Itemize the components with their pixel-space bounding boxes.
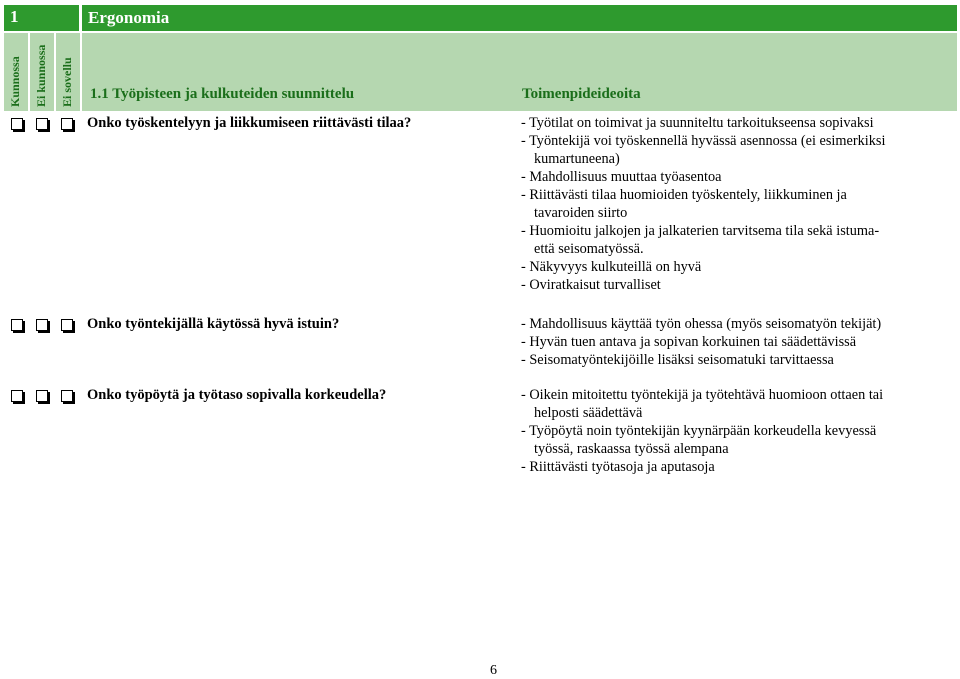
- question-text: Onko työpöytä ja työtaso sopivalla korkeudella?: [87, 387, 387, 403]
- header-col-na: [56, 33, 80, 111]
- measure-line: - Mahdollisuus muuttaa työasentoa: [521, 169, 722, 185]
- header-main: [82, 33, 957, 111]
- col-not-ok-label: Ei kunnossa: [34, 44, 48, 107]
- measure-line: - Työpöytä noin työntekijän kyynärpään korkeudella kevyessä: [521, 423, 877, 439]
- table-header: [4, 33, 957, 111]
- chapter-title-cell: [82, 5, 957, 31]
- measure-line: helposti säädettävä: [534, 405, 643, 421]
- measure-line: työssä, raskaassa työssä alempana: [534, 441, 729, 457]
- chapter-title: Ergonomia: [88, 8, 170, 27]
- measure-line: - Näkyvyys kulkuteillä on hyvä: [521, 259, 702, 275]
- chapter-title-bar: [4, 5, 957, 31]
- header-col-not-ok: [30, 33, 54, 111]
- checkbox-ok[interactable]: [11, 118, 23, 130]
- measure-line: - Oviratkaisut turvalliset: [521, 277, 661, 293]
- checkbox-na[interactable]: [61, 319, 73, 331]
- col-na-label: Ei sovellu: [60, 57, 74, 107]
- measure-line: - Riittävästi tilaa huomioiden työskentely, liikkuminen ja: [521, 187, 847, 203]
- checkbox-na[interactable]: [61, 118, 73, 130]
- measure-line: - Työtilat on toimivat ja suunniteltu tarkoitukseensa sopivaksi: [521, 115, 874, 131]
- checkbox-not-ok[interactable]: [36, 118, 48, 130]
- checkbox-ok[interactable]: [11, 319, 23, 331]
- question-text: Onko työskentelyyn ja liikkumiseen riittävästi tilaa?: [87, 115, 412, 131]
- measure-line: - Mahdollisuus käyttää työn ohessa (myös seisomatyön tekijät): [521, 316, 882, 332]
- measure-line: - Työntekijä voi työskennellä hyvässä asennossa (ei esimerkiksi: [521, 133, 886, 149]
- checkbox-not-ok[interactable]: [36, 390, 48, 402]
- question-text: Onko työntekijällä käytössä hyvä istuin?: [87, 316, 340, 332]
- chapter-number-cell: [4, 5, 79, 31]
- measure-line: - Seisomatyöntekijöille lisäksi seisomatuki tarvittaessa: [521, 352, 834, 368]
- measures-list: [521, 114, 951, 294]
- col-ok-label: Kunnossa: [8, 56, 22, 107]
- checkbox-na[interactable]: [61, 390, 73, 402]
- measures-list: [521, 315, 951, 369]
- checkbox-ok[interactable]: [11, 390, 23, 402]
- measure-line: - Oikein mitoitettu työntekijä ja työtehtävä huomioon ottaen tai: [521, 387, 884, 403]
- measures-title: Toimenpideideoita: [522, 86, 641, 102]
- measure-line: - Huomioitu jalkojen ja jalkaterien tarvitsema tila sekä istuma-: [521, 223, 880, 239]
- chapter-number: 1: [10, 7, 19, 26]
- measure-line: kumartuneena): [534, 151, 620, 167]
- checkbox-not-ok[interactable]: [36, 319, 48, 331]
- measure-line: - Riittävästi työtasoja ja aputasoja: [521, 459, 715, 475]
- page-number: 6: [490, 663, 497, 678]
- measure-line: tavaroiden siirto: [534, 205, 628, 221]
- measure-line: - Hyvän tuen antava ja sopivan korkuinen tai säädettävissä: [521, 334, 857, 350]
- measure-line: että seisomatyössä.: [534, 241, 644, 257]
- header-col-ok: [4, 33, 28, 111]
- section-title: 1.1 Työpisteen ja kulkuteiden suunnittelu: [90, 86, 355, 102]
- measures-list: [521, 386, 951, 476]
